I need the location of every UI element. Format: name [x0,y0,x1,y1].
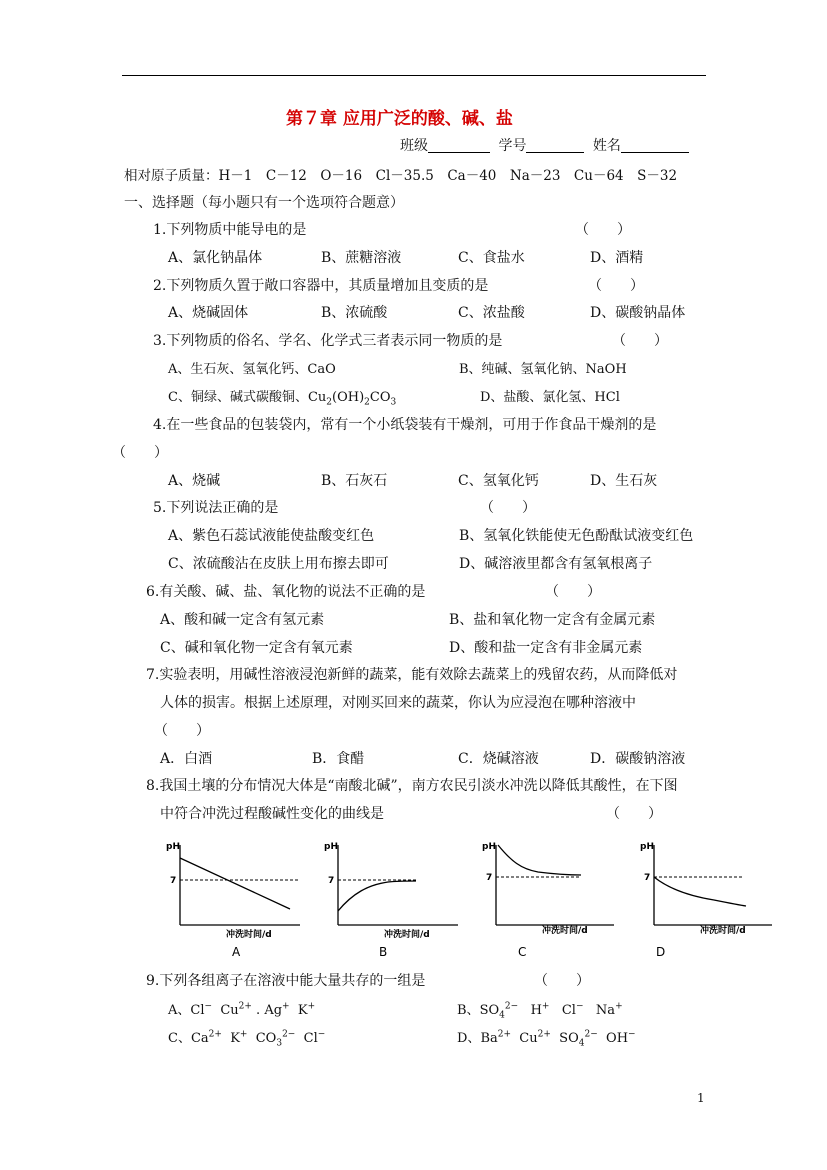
q9-option-a[interactable]: A、Cl− $Cu^{2+}$ . Ag+ K+ [168,1001,316,1018]
chart-d-xlabel: 冲洗时间/d [700,926,746,936]
q9-option-c[interactable]: C、$Ca^{2+}$ K+ $CO_3^{2-}$ Cl− [168,1029,326,1049]
chart-b-label: B [379,945,388,958]
page-number: 1 [697,1091,705,1105]
q3-option-a[interactable]: A、生石灰、氢氧化钙、CaO [168,362,336,377]
q7-option-b[interactable]: B．食醋 [312,751,365,767]
chart-a-seven: 7 [170,876,177,886]
q9-option-b[interactable]: B、$SO_4^{2-}$ H+ Cl− Na+ [457,1001,623,1021]
q6-option-d[interactable]: D、酸和盐一定含有非金属元素 [449,640,643,656]
chart-d-seven: 7 [644,873,651,883]
q5-option-a[interactable]: A、紫色石蕊试液能使盐酸变红色 [168,528,375,544]
q4-stem: 4.在一些食品的包装袋内，常有一个小纸袋装有干燥剂，可用于作食品干燥剂的是 [153,417,657,433]
q3-option-b[interactable]: B、纯碱、氢氧化钠、NaOH [459,362,627,377]
chart-a-xlabel: 冲洗时间/d [226,930,272,940]
q1-option-b[interactable]: B、蔗糖溶液 [321,250,402,266]
q3-option-c[interactable]: C、铜绿、碱式碳酸铜、$Cu_2(OH)_2CO_3$ [168,390,397,408]
page-title: 第７章 应用广泛的酸、碱、盐 [286,109,513,129]
q4-option-a[interactable]: A、烧碱 [168,473,221,489]
chart-d[interactable] [634,833,784,958]
name-label: 姓名 [592,138,621,154]
class-field[interactable] [428,138,490,153]
chart-a-svg [160,833,310,958]
q4-answer-paren[interactable]: （ ） [112,445,168,461]
q1-option-c[interactable]: C、食盐水 [458,250,525,266]
chart-c[interactable] [476,833,626,958]
q2-option-c[interactable]: C、浓盐酸 [458,305,525,321]
chart-c-curve [498,845,581,875]
q9-stem: 9.下列各组离子在溶液中能大量共存的一组是 [146,973,426,989]
q2-stem: 2.下列物质久置于敞口容器中，其质量增加且变质的是 [153,278,489,294]
chart-d-curve [654,877,746,906]
q5-answer-paren[interactable]: （ ） [480,500,536,516]
class-label: 班级 [400,138,428,154]
q6-option-a[interactable]: A、酸和碱一定含有氢元素 [160,612,325,628]
q1-option-a[interactable]: A、氯化钠晶体 [168,250,263,266]
chart-c-label: C [518,945,527,958]
student-info [400,135,689,155]
chart-a-ylabel: pH [166,842,180,852]
chart-a-label: A [232,945,241,958]
q5-option-c[interactable]: C、浓硫酸沾在皮肤上用布擦去即可 [168,556,389,572]
q8-stem: 8.我国土壤的分布情况大体是“南酸北碱”，南方农民引淡水冲洗以降低其酸性，在下图 [146,778,678,794]
q3-option-d[interactable]: D、盐酸、氯化氢、HCl [480,390,620,405]
q7-stem: 7.实验表明，用碱性溶液浸泡新鲜的蔬菜，能有效除去蔬菜上的残留农药，从而降低对 [146,667,678,683]
chart-b-seven: 7 [328,876,335,886]
atomic-masses: 相对原子质量：H－1 C－12 O－16 Cl－35.5 Ca－40 Na－23 Cu－64 S－32 [124,168,678,184]
chart-a[interactable] [160,833,310,958]
chart-b-xlabel: 冲洗时间/d [384,930,430,940]
q6-option-b[interactable]: B、盐和氧化物一定含有金属元素 [449,612,656,628]
q5-stem: 5.下列说法正确的是 [153,500,279,516]
q3-stem: 3.下列物质的俗名、学名、化学式三者表示同一物质的是 [153,333,503,349]
q2-option-d[interactable]: D、碳酸钠晶体 [590,305,686,321]
q3-answer-paren[interactable]: （ ） [612,333,668,349]
q2-answer-paren[interactable]: （ ） [588,278,644,294]
q4-option-c[interactable]: C、氢氧化钙 [458,473,539,489]
q9-option-d[interactable]: D、$Ba^{2+}$ $Cu^{2+}$ $SO_4^{2-}$ OH− [457,1029,636,1049]
q7-option-a[interactable]: A．白酒 [160,751,213,767]
q1-stem: 1.下列物质中能导电的是 [153,222,307,238]
section-title: 一、选择题（每小题只有一个选项符合题意） [124,195,404,211]
chart-b-curve [338,881,416,911]
q2-option-a[interactable]: A、烧碱固体 [168,305,249,321]
chart-d-svg [634,833,784,958]
chart-c-svg [476,833,626,958]
q1-answer-paren[interactable]: （ ） [575,222,631,238]
q7-option-d[interactable]: D．碳酸钠溶液 [590,751,686,767]
chart-b[interactable] [318,833,468,958]
q7-answer-paren[interactable]: （ ） [154,723,210,739]
q6-stem: 6.有关酸、碱、盐、氧化物的说法不正确的是 [146,584,426,600]
chart-d-ylabel: pH [640,842,654,852]
chart-b-ylabel: pH [324,842,338,852]
q7-stem-line2: 人体的损害。根据上述原理，对刚买回来的蔬菜，你认为应浸泡在哪种溶液中 [160,695,636,711]
q5-option-d[interactable]: D、碱溶液里都含有氢氧根离子 [459,556,653,572]
id-field[interactable] [526,138,584,153]
id-label: 学号 [498,138,527,154]
chart-c-xlabel: 冲洗时间/d [542,926,588,936]
top-rule [122,75,706,76]
q4-option-b[interactable]: B、石灰石 [321,473,388,489]
q7-option-c[interactable]: C．烧碱溶液 [458,751,539,767]
q8-stem-line2: 中符合冲洗过程酸碱性变化的曲线是 [160,806,384,822]
chart-b-svg [318,833,468,958]
chart-c-ylabel: pH [482,842,496,852]
chart-d-label: D [656,945,666,958]
chart-c-seven: 7 [486,873,493,883]
q2-option-b[interactable]: B、浓硫酸 [321,305,388,321]
name-field[interactable] [621,138,689,153]
q6-option-c[interactable]: C、碱和氧化物一定含有氧元素 [160,640,353,656]
chart-a-curve [180,858,290,909]
q4-option-d[interactable]: D、生石灰 [590,473,658,489]
q9-answer-paren[interactable]: （ ） [534,973,590,989]
q6-answer-paren[interactable]: （ ） [545,584,601,600]
q8-answer-paren[interactable]: （ ） [606,806,662,822]
q5-option-b[interactable]: B、氢氧化铁能使无色酚酞试液变红色 [459,528,694,544]
q1-option-d[interactable]: D、酒精 [590,250,644,266]
